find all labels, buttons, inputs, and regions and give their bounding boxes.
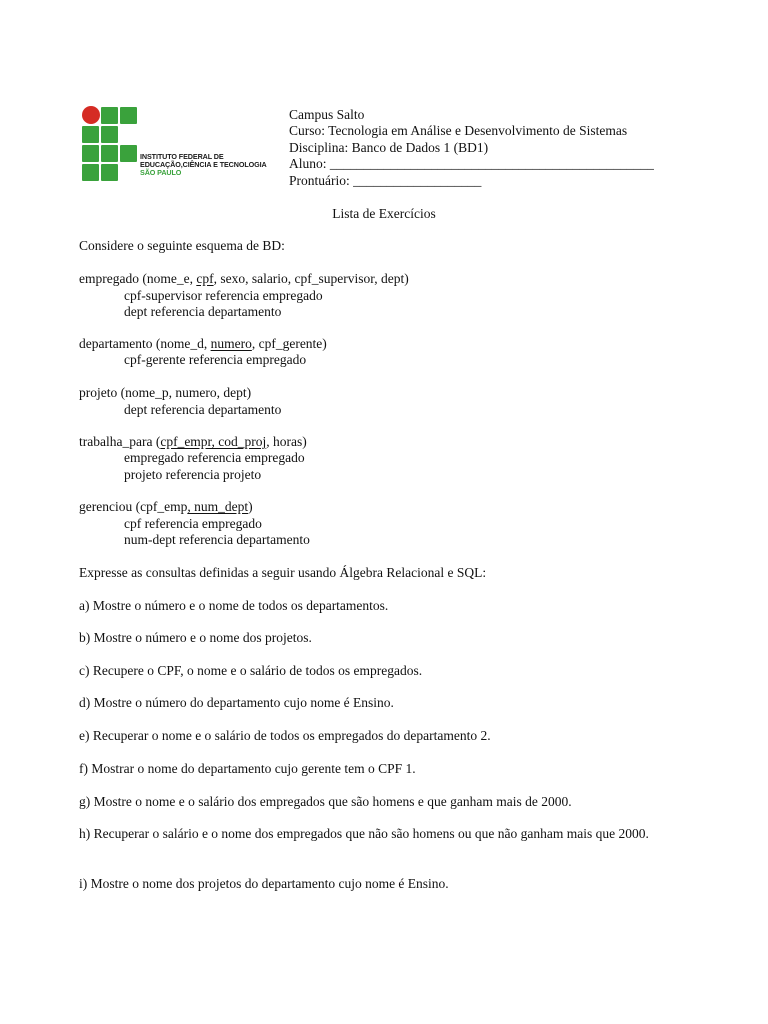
intro-text: Considere o seguinte esquema de BD: [79, 238, 285, 253]
schema-gerenciou: gerenciou (cpf_emp, num_dept) [79, 499, 253, 514]
schema-ref: empregado referencia empregado [124, 450, 305, 465]
schema-projeto: projeto (nome_p, numero, dept) [79, 385, 252, 400]
question-c: c) Recupere o CPF, o nome e o salário de todos os empregados. [79, 663, 423, 678]
question-f: f) Mostrar o nome do departamento cujo gerente tem o CPF 1. [79, 761, 416, 776]
question-e: e) Recuperar o nome e o salário de todos os empregados do departamento 2. [79, 728, 491, 743]
schema-ref: cpf-supervisor referencia empregado [124, 288, 323, 303]
schema-ref: num-dept referencia departamento [124, 532, 310, 547]
header-curso: Curso: Tecnologia em Análise e Desenvolvimento de Sistemas [289, 123, 628, 139]
logo-text [140, 153, 267, 178]
question-a: a) Mostre o número e o nome de todos os departamentos. [79, 598, 389, 613]
logo-line-1: INSTITUTO FEDERAL DE [140, 152, 224, 161]
header-campus: Campus Salto [289, 107, 365, 122]
question-b: b) Mostre o número e o nome dos projetos. [79, 630, 312, 645]
schema-trabalha-para: trabalha_para (cpf_empr, cod_proj, horas) [79, 434, 307, 449]
schema-ref: projeto referencia projeto [124, 467, 262, 482]
schema-ref: cpf-gerente referencia empregado [124, 352, 307, 367]
header-aluno: Aluno: ________________________________________________ [289, 156, 654, 172]
schema-empregado: empregado (nome_e, cpf, sexo, salario, cpf_supervisor, dept) [79, 271, 409, 286]
primary-key: , num_dept [187, 499, 249, 514]
question-h: h) Recuperar o salário e o nome dos empregados que não são homens ou que não ganham mais que 2000. [79, 826, 649, 841]
primary-key: cpf [196, 271, 214, 286]
question-d: d) Mostre o número do departamento cujo nome é Ensino. [79, 695, 394, 710]
schema-departamento: departamento (nome_d, numero, cpf_gerente) [79, 336, 327, 351]
question-g: g) Mostre o nome e o salário dos empregados que são homens e que ganham mais de 2000. [79, 794, 572, 809]
logo-red-circle [82, 106, 100, 124]
logo-mark [80, 106, 140, 184]
primary-key: cpf_empr, cod_proj [160, 434, 267, 449]
header-prontuario: Prontuário: ___________________ [289, 172, 482, 188]
schema-ref: cpf referencia empregado [124, 516, 262, 531]
institute-logo [80, 106, 280, 186]
instruction-text: Expresse as consultas definidas a seguir usando Álgebra Relacional e SQL: [79, 565, 487, 580]
document-title: Lista de Exercícios [332, 206, 436, 221]
question-i: i) Mostre o nome dos projetos do departamento cujo nome é Ensino. [79, 876, 449, 891]
primary-key: numero [210, 336, 252, 351]
document-header [289, 107, 654, 189]
header-disciplina: Disciplina: Banco de Dados 1 (BD1) [289, 139, 489, 155]
schema-ref: dept referencia departamento [124, 402, 282, 417]
logo-line-2: EDUCAÇÃO,CIÊNCIA E TECNOLOGIA [140, 160, 267, 170]
logo-line-3: SÃO PAULO [140, 168, 182, 178]
schema-ref: dept referencia departamento [124, 304, 282, 319]
